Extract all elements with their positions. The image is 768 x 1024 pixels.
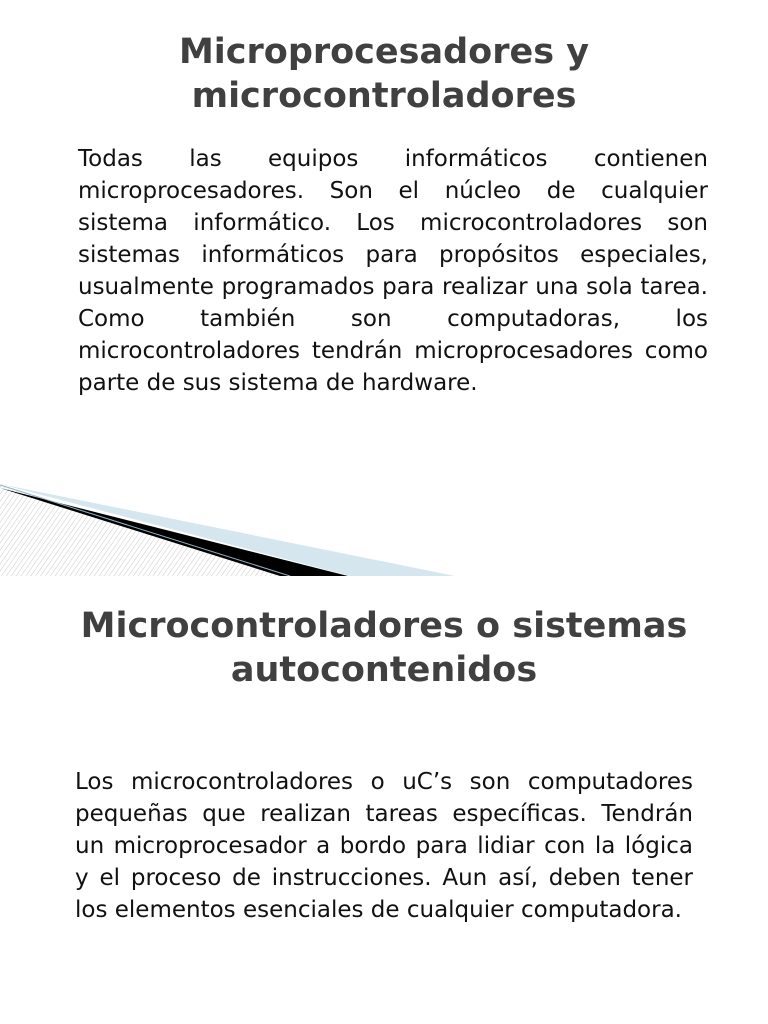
slide-2-title: Microcontroladores o sistemas autocontenidos bbox=[80, 606, 688, 690]
slide-2-body: Los microcontroladores o uC’s son computadores pequeñas que realizan tareas específicas. Tendrán un microprocesador a bordo para lidiar con la lógica y el proceso de instrucciones. Aun así, deben tener los elementos esenciales de cualquier computadora. bbox=[75, 769, 693, 923]
slide-2 bbox=[0, 576, 768, 1024]
slide-decoration-wedge bbox=[0, 480, 460, 576]
slide-1-body: Todas las equipos informáticos contienen microprocesadores. Son el núcleo de cualquier sistema informático. Los microcontroladores son sistemas informáticos para propósitos especiales, usualmente programados para realizar una sola tarea. Como también son computadoras, los microcontroladores tendrán microprocesadores como parte de sus sistema de hardware. bbox=[78, 146, 708, 396]
slide-1-title: Microprocesadores y microcontroladores bbox=[178, 32, 590, 116]
